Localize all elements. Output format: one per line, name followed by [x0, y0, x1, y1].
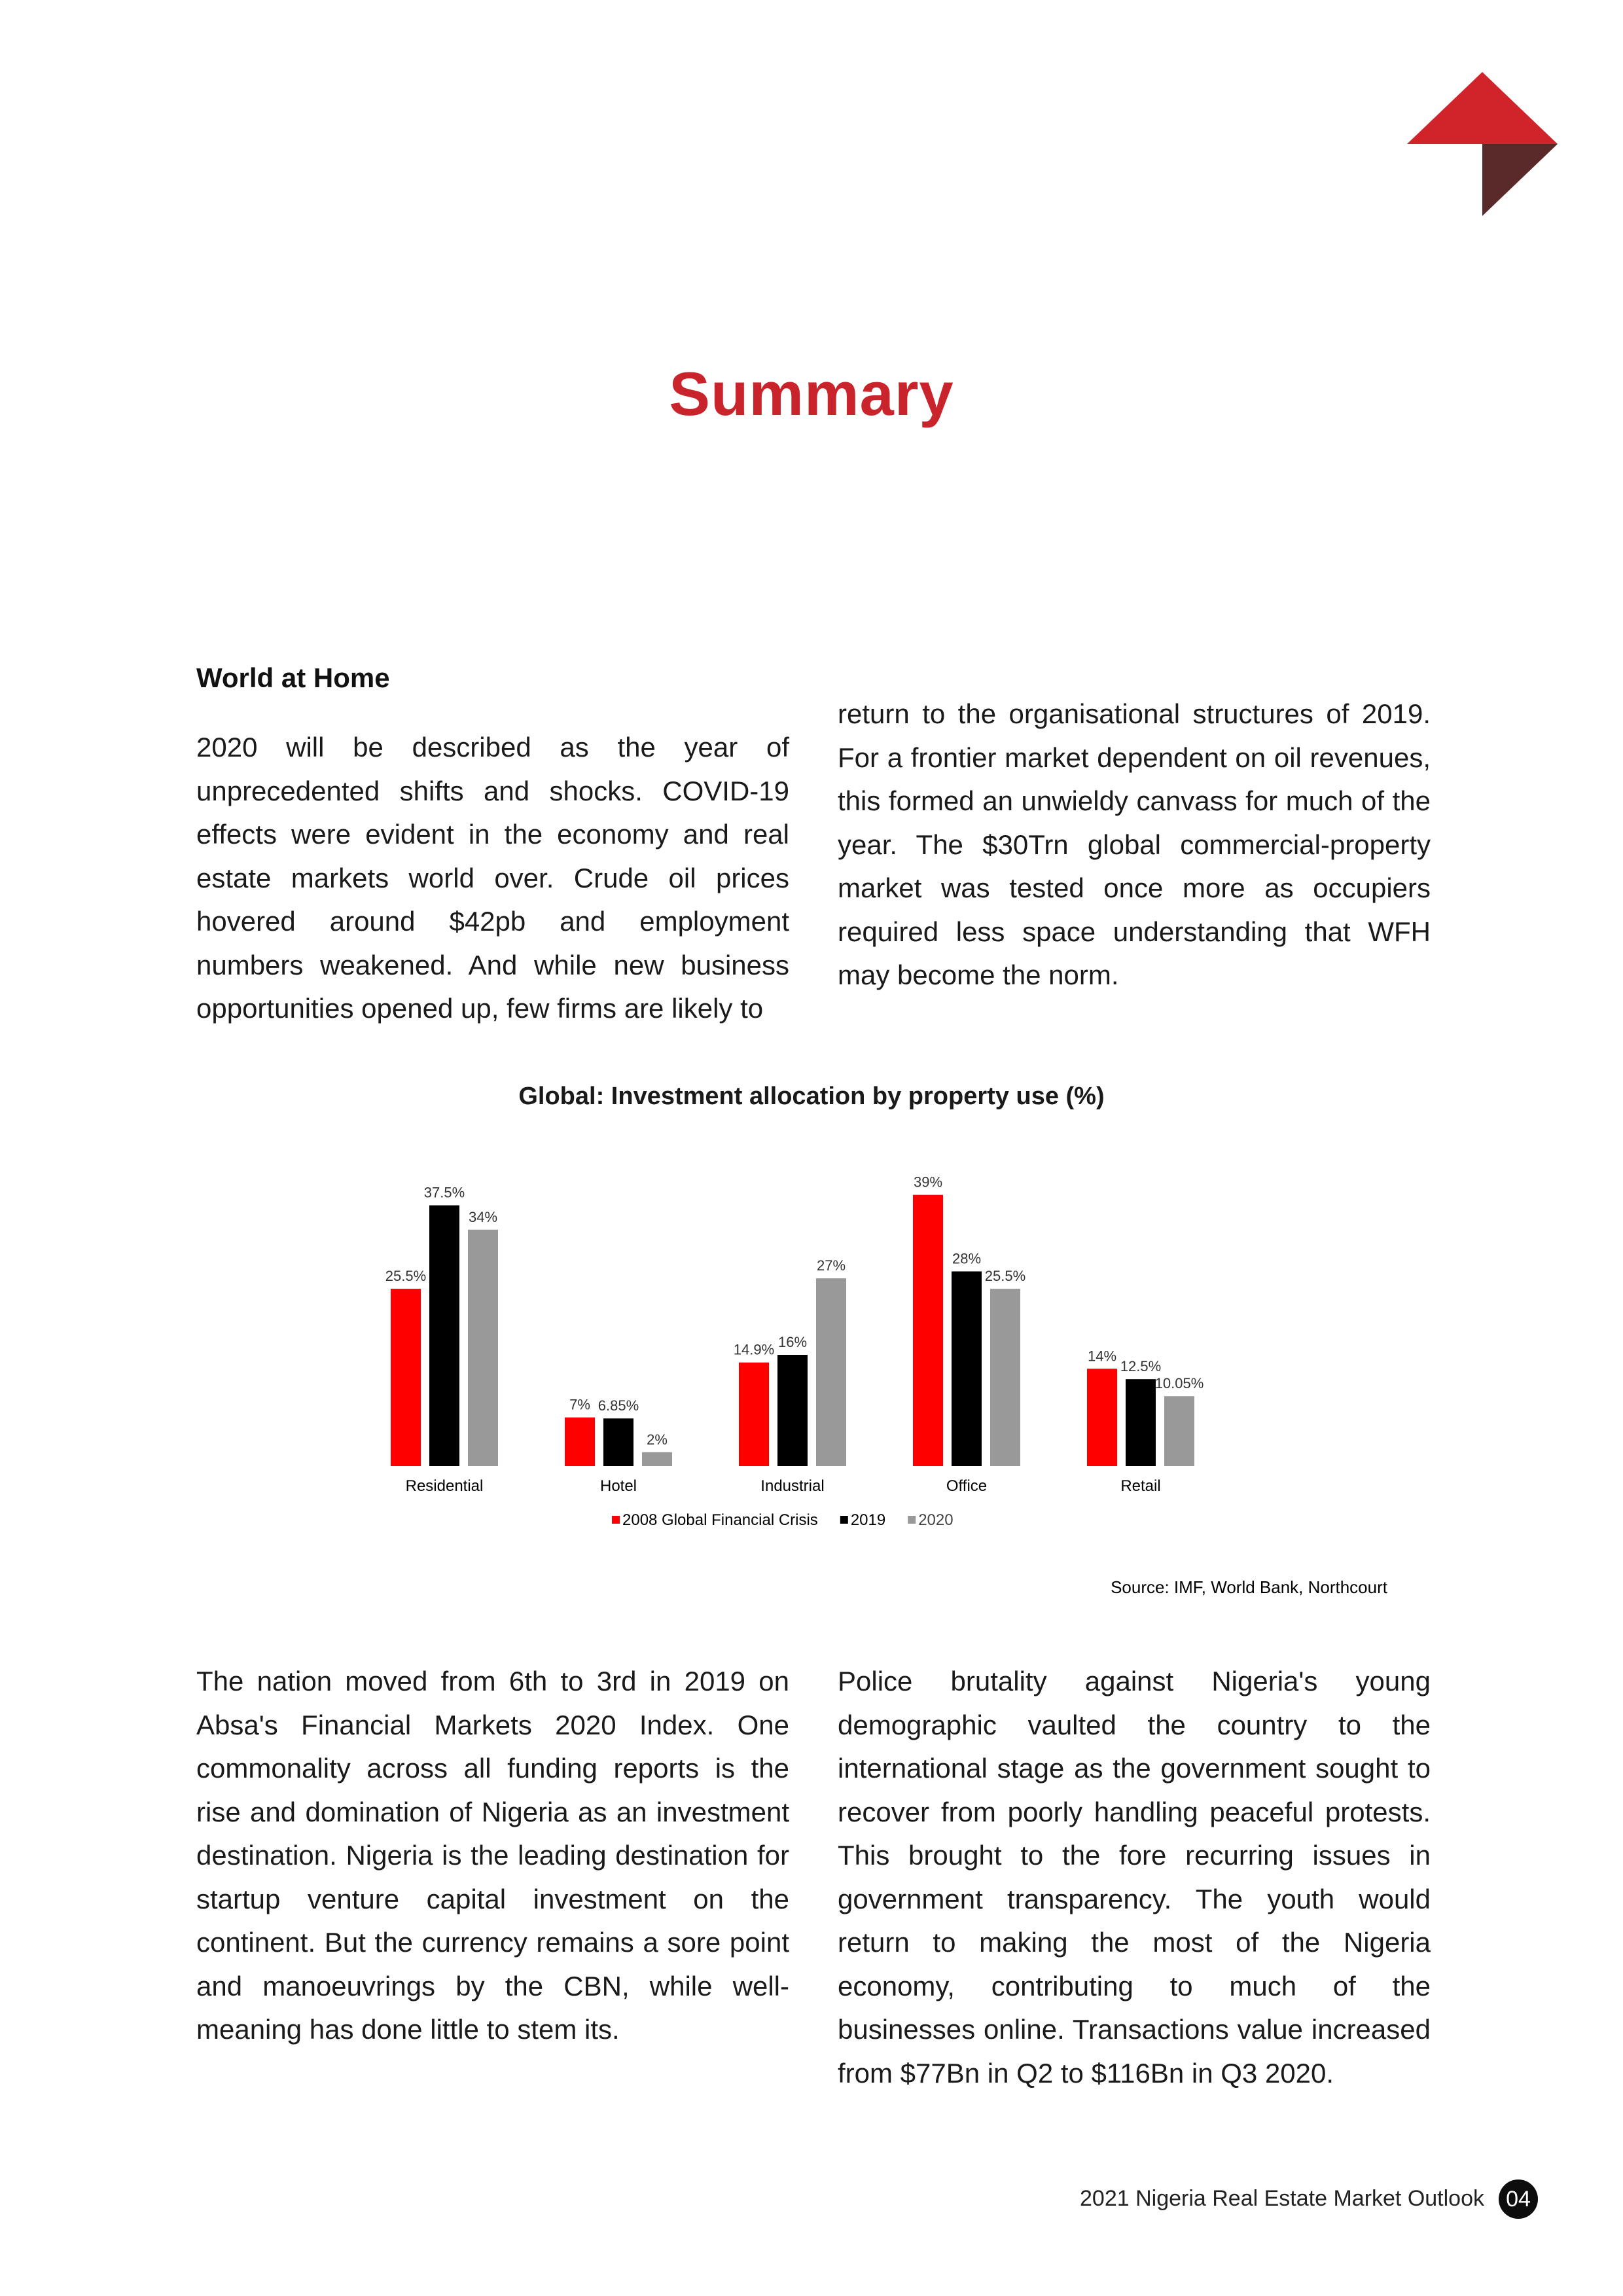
legend-swatch-series-0	[612, 1516, 620, 1524]
section-heading: World at Home	[196, 662, 390, 693]
chart-source: Source: IMF, World Bank, Northcourt	[1111, 1577, 1387, 1597]
body-column-right	[838, 1660, 1431, 2095]
x-tick-label-hotel: Hotel	[599, 1477, 637, 1495]
brand-logo-icon	[1407, 72, 1558, 223]
bar-office-series-2	[990, 1289, 1020, 1466]
data-label-hotel-series-1: 6.85%	[597, 1397, 639, 1414]
data-label-industrial-series-0: 14.9%	[733, 1341, 775, 1358]
intro-column-right	[838, 692, 1431, 997]
x-tick-label-industrial: Industrial	[760, 1477, 825, 1495]
legend-label-series-0: 2008 Global Financial Crisis	[622, 1511, 818, 1529]
legend-label-series-2: 2020	[918, 1511, 954, 1529]
data-label-retail-series-1: 12.5%	[1120, 1358, 1162, 1375]
investment-allocation-chart	[366, 1073, 1257, 1551]
data-label-residential-series-1: 37.5%	[423, 1184, 465, 1201]
bar-industrial-series-1	[777, 1355, 808, 1466]
bar-industrial-series-0	[739, 1363, 769, 1466]
bar-hotel-series-1	[603, 1418, 633, 1466]
bar-residential-series-1	[429, 1206, 459, 1466]
bar-residential-series-0	[391, 1289, 421, 1466]
body-paragraph-left: The nation moved from 6th to 3rd in 2019 on Absa's Financial Markets 2020 Index. One commonality across all funding reports is the rise and domination of Nigeria as an investment destination. Nigeria is the leading destination for startup venture capital investment on the continent. But the currency remains a sore point and manoeuvrings by the CBN, while well-meaning has done little to stem its.	[196, 1666, 789, 2045]
data-label-residential-series-0: 25.5%	[385, 1268, 427, 1285]
bar-office-series-0	[913, 1195, 943, 1466]
data-label-office-series-1: 28%	[952, 1250, 982, 1267]
legend-swatch-series-2	[908, 1516, 916, 1524]
bar-retail-series-2	[1164, 1396, 1194, 1466]
intro-paragraph-left: 2020 will be described as the year of unprecedented shifts and shocks. COVID-19 effects were evident in the economy and real estate markets world over. Crude oil prices hovered around $42pb and employment numbers weakened. And while new business opportunities opened up, few firms are likely to	[196, 732, 789, 1024]
page-title: Summary	[669, 359, 954, 428]
data-label-retail-series-2: 10.05%	[1154, 1375, 1204, 1392]
legend-label-series-1: 2019	[850, 1511, 886, 1529]
data-label-industrial-series-1: 16%	[777, 1334, 808, 1350]
bar-hotel-series-2	[642, 1452, 672, 1466]
intro-column-left	[196, 726, 789, 1031]
data-label-hotel-series-2: 2%	[647, 1431, 668, 1448]
bar-retail-series-1	[1126, 1379, 1156, 1466]
bar-office-series-1	[952, 1272, 982, 1467]
bar-hotel-series-0	[565, 1418, 595, 1466]
data-label-office-series-2: 25.5%	[984, 1268, 1026, 1285]
data-label-hotel-series-0: 7%	[569, 1396, 590, 1413]
bar-residential-series-2	[468, 1230, 498, 1466]
intro-paragraph-right: return to the organisational structures of 2019. For a frontier market dependent on oil revenues, this formed an unwieldy canvass for much of the year. The $30Trn global commercial-property market was tested once more as occupiers required less space understanding that WFH may become the norm.	[838, 698, 1431, 990]
body-paragraph-right: Police brutality against Nigeria's young demographic vaulted the country to the international stage as the government sought to recover from poorly handling peaceful protests. This brought to the fore recurring issues in government transparency. The youth would return to making the most of the Nigeria economy, contributing to much of the businesses online. Transactions value increased from $77Bn in Q2 to $116Bn in Q3 2020.	[838, 1666, 1431, 2089]
data-label-retail-series-0: 14%	[1087, 1348, 1117, 1365]
chart-title: Global: Investment allocation by property use (%)	[518, 1083, 1105, 1110]
bar-retail-series-0	[1087, 1369, 1117, 1466]
bar-industrial-series-2	[816, 1278, 846, 1466]
footer-publication: 2021 Nigeria Real Estate Market Outlook	[1080, 2186, 1484, 2211]
data-label-industrial-series-2: 27%	[816, 1257, 846, 1274]
page-number: 04	[1499, 2179, 1538, 2219]
data-label-residential-series-2: 34%	[468, 1208, 498, 1225]
data-label-office-series-0: 39%	[913, 1174, 943, 1191]
x-tick-label-office: Office	[946, 1477, 988, 1495]
body-column-left	[196, 1660, 789, 2052]
legend-swatch-series-1	[840, 1516, 848, 1524]
x-tick-label-residential: Residential	[405, 1477, 484, 1495]
x-tick-label-retail: Retail	[1120, 1477, 1161, 1495]
